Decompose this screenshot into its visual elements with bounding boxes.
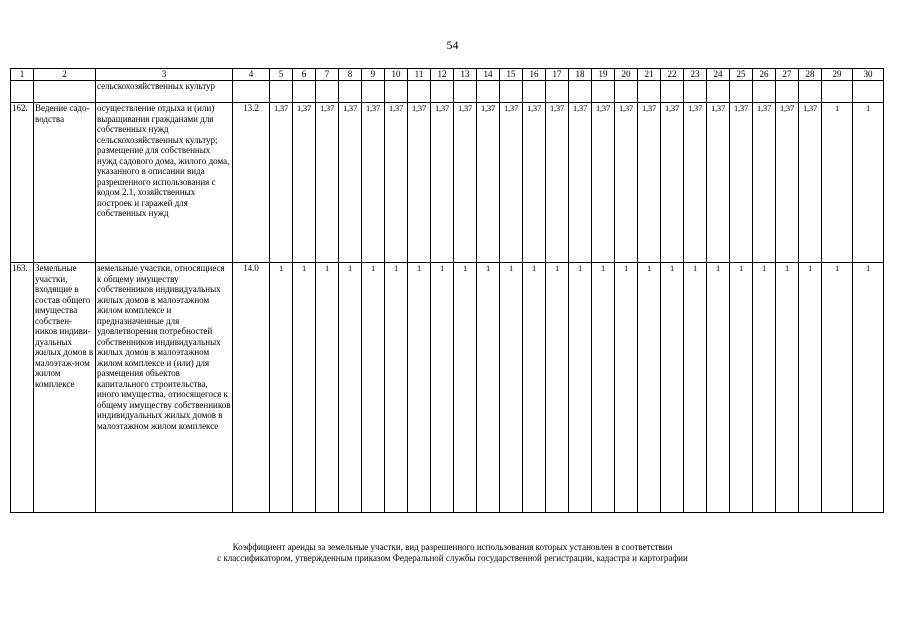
row-number-cell: 162. xyxy=(11,103,34,263)
header-cell: 3 xyxy=(96,69,233,81)
coefficient-cell xyxy=(500,81,523,103)
coefficient-cell: 1,37 xyxy=(523,103,546,263)
coefficient-cell xyxy=(339,81,362,103)
coefficient-cell: 1 xyxy=(431,263,454,513)
coefficient-cell xyxy=(431,81,454,103)
coefficient-cell: 1 xyxy=(362,263,385,513)
coefficient-cell: 1,37 xyxy=(684,103,707,263)
header-cell: 9 xyxy=(362,69,385,81)
header-cell: 16 xyxy=(523,69,546,81)
coefficient-cell: 1,37 xyxy=(569,103,592,263)
table-row xyxy=(11,103,884,263)
coefficient-cell: 1,37 xyxy=(638,103,661,263)
header-cell: 4 xyxy=(233,69,270,81)
coefficient-cell xyxy=(523,81,546,103)
header-row xyxy=(11,69,884,81)
coefficient-cell xyxy=(684,81,707,103)
header-cell: 14 xyxy=(477,69,500,81)
coefficient-cell: 1 xyxy=(523,263,546,513)
coefficient-cell: 1,37 xyxy=(730,103,753,263)
header-cell: 7 xyxy=(316,69,339,81)
table-row xyxy=(11,81,884,103)
coefficient-cell: 1 xyxy=(853,263,884,513)
coefficient-cell xyxy=(546,81,569,103)
coefficient-cell: 1 xyxy=(822,103,853,263)
coefficient-cell: 1,37 xyxy=(592,103,615,263)
header-cell: 6 xyxy=(293,69,316,81)
coefficient-cell xyxy=(730,81,753,103)
coefficient-cell xyxy=(638,81,661,103)
coefficient-cell: 1,37 xyxy=(316,103,339,263)
coefficient-cell: 1,37 xyxy=(500,103,523,263)
coefficient-cell xyxy=(270,81,293,103)
coefficient-cell xyxy=(853,81,884,103)
code-cell: 13.2 xyxy=(233,103,270,263)
coefficient-cell: 1,37 xyxy=(270,103,293,263)
coefficient-cell: 1 xyxy=(730,263,753,513)
header-cell: 1 xyxy=(11,69,34,81)
coefficient-cell: 1 xyxy=(592,263,615,513)
coefficient-cell: 1,37 xyxy=(408,103,431,263)
coefficient-cell xyxy=(385,81,408,103)
coefficient-cell: 1 xyxy=(569,263,592,513)
coefficient-cell: 1,37 xyxy=(799,103,822,263)
code-cell: 14.0 xyxy=(233,263,270,513)
coefficient-cell: 1,37 xyxy=(546,103,569,263)
coefficient-cell xyxy=(592,81,615,103)
coefficient-cell: 1 xyxy=(661,263,684,513)
coefficient-cell: 1 xyxy=(500,263,523,513)
header-cell: 28 xyxy=(799,69,822,81)
caption-line-1: Коэффициент аренды за земельные участки, вид разрешенного использования которых установлен в соответствии xyxy=(232,542,673,552)
row-number-cell: 163. xyxy=(11,263,34,513)
coefficient-cell: 1 xyxy=(477,263,500,513)
caption-line-2: с классификатором, утвержденным приказом Федеральной службы государственной регистрации, кадастра и картографии xyxy=(217,553,688,563)
header-cell: 18 xyxy=(569,69,592,81)
coefficient-cell: 1 xyxy=(776,263,799,513)
header-cell: 20 xyxy=(615,69,638,81)
coefficient-cell xyxy=(477,81,500,103)
coefficient-cell: 1,37 xyxy=(362,103,385,263)
coefficient-cell: 1 xyxy=(707,263,730,513)
coefficient-cell xyxy=(293,81,316,103)
coefficient-cell: 1,37 xyxy=(776,103,799,263)
coefficient-cell xyxy=(799,81,822,103)
header-cell: 17 xyxy=(546,69,569,81)
coefficient-cell: 1 xyxy=(546,263,569,513)
header-cell: 13 xyxy=(454,69,477,81)
coefficient-cell: 1,37 xyxy=(339,103,362,263)
name-cell xyxy=(34,81,96,103)
coefficient-cell: 1,37 xyxy=(615,103,638,263)
coefficient-cell: 1,37 xyxy=(385,103,408,263)
coefficient-cell: 1 xyxy=(684,263,707,513)
coefficient-cell: 1 xyxy=(454,263,477,513)
coefficient-cell xyxy=(753,81,776,103)
coefficient-cell xyxy=(362,81,385,103)
code-cell xyxy=(233,81,270,103)
coefficient-cell: 1,37 xyxy=(454,103,477,263)
coefficient-cell xyxy=(454,81,477,103)
coefficient-cell: 1,37 xyxy=(707,103,730,263)
coefficient-cell xyxy=(661,81,684,103)
coefficient-cell xyxy=(822,81,853,103)
coefficient-cell: 1 xyxy=(799,263,822,513)
header-cell: 8 xyxy=(339,69,362,81)
header-cell: 30 xyxy=(853,69,884,81)
description-cell: земельные участки, относящиеся к общему имуществу собственников индивидуальных жилых домов в малоэтажном жилом комплексе и предназначенные для удовлетворения потребностей собственников индивидуальных жилых домов в малоэтажном жилом комплексе и (или) для размещения объектов капитального строительства, иного имущества, относящегося к общему имуществу собственников индивидуальных жилых домов в малоэтажном жилом комплексе xyxy=(96,263,233,513)
header-cell: 24 xyxy=(707,69,730,81)
coefficient-cell: 1 xyxy=(385,263,408,513)
name-cell: Земельные участки, входящие в состав общего имущества собствен-ников индиви-дуальных жилых домов в малоэтаж-ном жилом комплексе xyxy=(34,263,96,513)
header-cell: 25 xyxy=(730,69,753,81)
coefficient-cell xyxy=(569,81,592,103)
page-number: 54 xyxy=(446,38,459,52)
coefficient-cell xyxy=(615,81,638,103)
coefficient-cell xyxy=(316,81,339,103)
header-cell: 23 xyxy=(684,69,707,81)
coefficient-cell: 1 xyxy=(753,263,776,513)
coefficient-cell: 1,37 xyxy=(661,103,684,263)
header-cell: 10 xyxy=(385,69,408,81)
name-cell: Ведение садо-водства xyxy=(34,103,96,263)
coefficient-cell: 1 xyxy=(853,103,884,263)
coefficient-cell: 1 xyxy=(408,263,431,513)
coefficient-cell xyxy=(707,81,730,103)
row-number-cell xyxy=(11,81,34,103)
header-cell: 2 xyxy=(34,69,96,81)
header-cell: 15 xyxy=(500,69,523,81)
header-cell: 19 xyxy=(592,69,615,81)
coefficient-cell xyxy=(408,81,431,103)
coefficient-cell: 1,37 xyxy=(753,103,776,263)
coefficient-cell: 1 xyxy=(293,263,316,513)
table-row xyxy=(11,263,884,513)
header-cell: 26 xyxy=(753,69,776,81)
header-cell: 27 xyxy=(776,69,799,81)
header-cell: 12 xyxy=(431,69,454,81)
description-cell: осуществление отдыха и (или) выращивания гражданами для собственных нужд сельскохозяйственных культур; размещение для собственных нужд садового дома, жилого дома, указанного в описании вида разрешенного использования с кодом 2.1, хозяйственных построек и гаражей для собственных нужд xyxy=(96,103,233,263)
description-cell: сельскохозяйственных культур xyxy=(96,81,233,103)
header-cell: 21 xyxy=(638,69,661,81)
coefficient-cell: 1,37 xyxy=(293,103,316,263)
coefficient-cell: 1 xyxy=(270,263,293,513)
coefficient-cell: 1,37 xyxy=(477,103,500,263)
table-caption xyxy=(0,542,905,564)
coefficient-cell: 1 xyxy=(822,263,853,513)
coefficient-cell xyxy=(776,81,799,103)
header-cell: 5 xyxy=(270,69,293,81)
coefficient-cell: 1 xyxy=(638,263,661,513)
document-table xyxy=(10,68,884,513)
header-cell: 29 xyxy=(822,69,853,81)
header-cell: 22 xyxy=(661,69,684,81)
header-cell: 11 xyxy=(408,69,431,81)
coefficient-cell: 1,37 xyxy=(431,103,454,263)
coefficient-cell: 1 xyxy=(316,263,339,513)
coefficient-cell: 1 xyxy=(615,263,638,513)
coefficient-cell: 1 xyxy=(339,263,362,513)
